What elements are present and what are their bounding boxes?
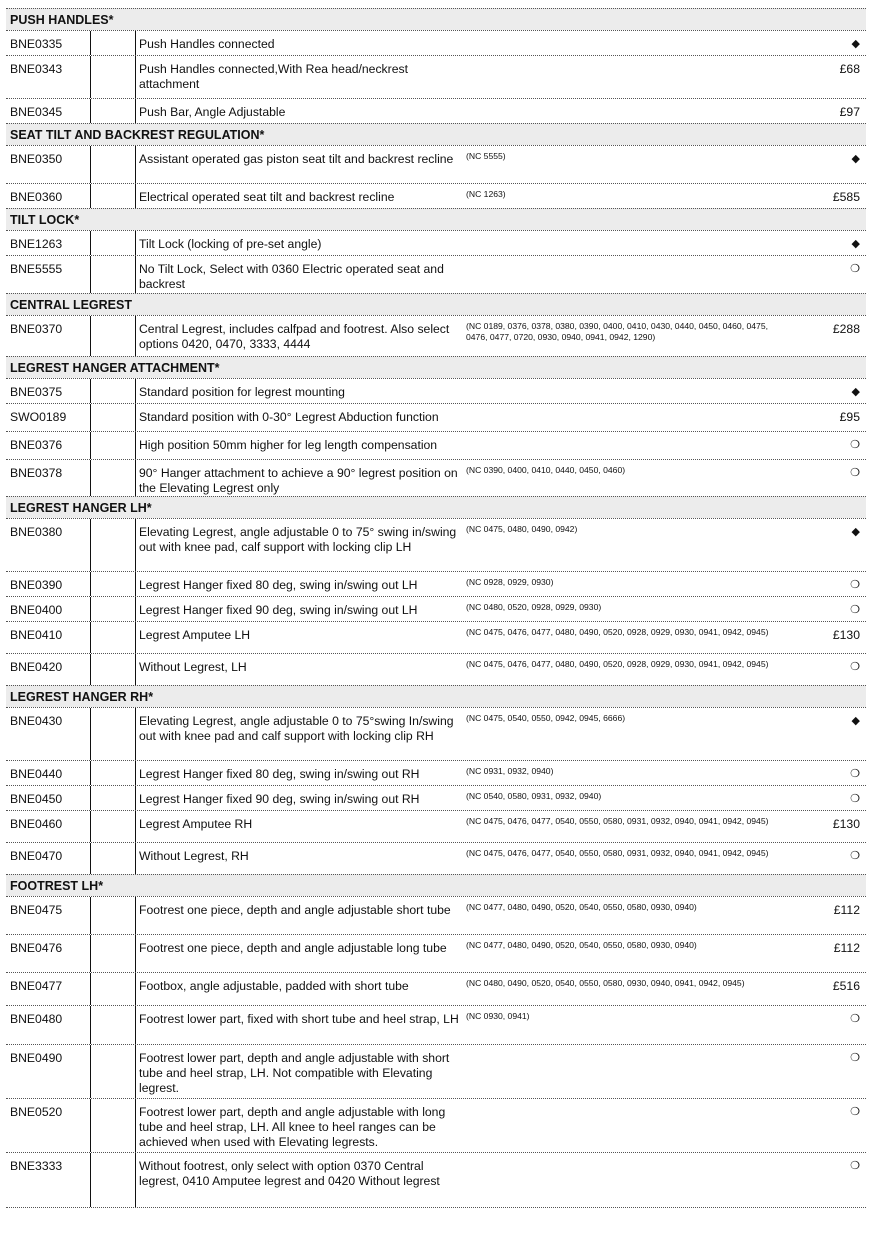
option-code: BNE0490	[10, 1051, 63, 1065]
option-description: Push Bar, Angle Adjustable	[139, 105, 286, 119]
option-row	[6, 785, 866, 810]
option-code: BNE0390	[10, 578, 63, 592]
section-header: PUSH HANDLES*	[6, 8, 866, 30]
option-code: BNE0345	[10, 105, 63, 119]
option-code: BNE0370	[10, 322, 63, 336]
option-checkbox[interactable]	[90, 761, 136, 785]
option-code: BNE0378	[10, 466, 63, 480]
section-header: SEAT TILT AND BACKREST REGULATION*	[6, 123, 866, 145]
option-price: £95	[839, 410, 860, 424]
option-checkbox[interactable]	[90, 1099, 136, 1152]
option-row	[6, 1152, 866, 1208]
option-code: BNE0470	[10, 849, 63, 863]
option-checkbox[interactable]	[90, 316, 136, 356]
option-checkbox[interactable]	[90, 811, 136, 842]
option-price: £585	[832, 190, 860, 204]
option-code: BNE0520	[10, 1105, 63, 1119]
option-checkbox[interactable]	[90, 146, 136, 183]
section-header: FOOTREST LH*	[6, 874, 866, 896]
option-row	[6, 621, 866, 653]
option-checkbox[interactable]	[90, 56, 136, 98]
option-price: ❍	[850, 579, 860, 591]
option-checkbox[interactable]	[90, 572, 136, 596]
option-row	[6, 315, 866, 356]
option-checkbox[interactable]	[90, 460, 136, 496]
option-row	[6, 30, 866, 55]
option-row	[6, 230, 866, 255]
option-row	[6, 653, 866, 685]
option-checkbox[interactable]	[90, 379, 136, 403]
not-compatible-note: (NC 0480, 0490, 0520, 0540, 0550, 0580, 0930, 0940, 0941, 0942, 0945)	[466, 978, 745, 988]
option-code: BNE1263	[10, 237, 63, 251]
not-compatible-note: (NC 5555)	[466, 151, 506, 161]
option-checkbox[interactable]	[90, 843, 136, 874]
option-description: Legrest Amputee RH	[139, 817, 253, 831]
not-compatible-note: (NC 0540, 0580, 0931, 0932, 0940)	[466, 791, 602, 801]
not-compatible-note: (NC 0475, 0476, 0477, 0540, 0550, 0580, 0931, 0932, 0940, 0941, 0942, 0945)	[466, 848, 769, 858]
option-description: Legrest Hanger fixed 90 deg, swing in/swing out RH	[139, 792, 420, 806]
option-price: ◆	[851, 386, 860, 398]
option-price: £68	[839, 62, 860, 76]
not-compatible-note: (NC 0928, 0929, 0930)	[466, 577, 554, 587]
option-code: BNE0376	[10, 438, 63, 452]
not-compatible-note: (NC 0189, 0376, 0378, 0380, 0390, 0400, 0410, 0430, 0440, 0450, 0460, 0475, 0476, 0477, 0720, 0930, 0940, 0941, 0942, 1290)	[466, 321, 768, 342]
option-price: £130	[832, 628, 860, 642]
option-description: Push Handles connected	[139, 37, 275, 51]
option-description: Footrest lower part, fixed with short tube and heel strap, LH	[139, 1012, 459, 1026]
option-row	[6, 934, 866, 972]
option-code: BNE0360	[10, 190, 63, 204]
price-list-sheet	[6, 8, 866, 1208]
option-price: ❍	[850, 467, 860, 479]
option-description: Footbox, angle adjustable, padded with short tube	[139, 979, 409, 993]
option-checkbox[interactable]	[90, 622, 136, 653]
option-description: Without footrest, only select with option 0370 Central legrest, 0410 Amputee legrest and 0420 Without legrest	[139, 1159, 440, 1188]
option-row	[6, 183, 866, 208]
option-price: ❍	[850, 439, 860, 451]
option-description: Without Legrest, LH	[139, 660, 247, 674]
option-code: BNE0440	[10, 767, 63, 781]
option-price: ❍	[850, 1052, 860, 1064]
option-code: SWO0189	[10, 410, 67, 424]
option-checkbox[interactable]	[90, 1045, 136, 1098]
option-price: ◆	[851, 153, 860, 165]
not-compatible-note: (NC 0930, 0941)	[466, 1011, 530, 1021]
not-compatible-note: (NC 0475, 0476, 0477, 0540, 0550, 0580, 0931, 0932, 0940, 0941, 0942, 0945)	[466, 816, 769, 826]
option-description: Assistant operated gas piston seat tilt and backrest recline	[139, 152, 454, 166]
option-description: Legrest Hanger fixed 80 deg, swing in/swing out LH	[139, 578, 418, 592]
section-header: LEGREST HANGER ATTACHMENT*	[6, 356, 866, 378]
option-price: ◆	[851, 715, 860, 727]
option-checkbox[interactable]	[90, 99, 136, 123]
option-price: ❍	[850, 1160, 860, 1172]
option-code: BNE0335	[10, 37, 63, 51]
not-compatible-note: (NC 0390, 0400, 0410, 0440, 0450, 0460)	[466, 465, 626, 475]
option-price: ❍	[850, 263, 860, 275]
not-compatible-note: (NC 1263)	[466, 189, 506, 199]
option-price: ◆	[851, 38, 860, 50]
option-code: BNE0410	[10, 628, 63, 642]
option-code: BNE0343	[10, 62, 63, 76]
option-description: Standard position with 0-30° Legrest Abduction function	[139, 410, 439, 424]
option-row	[6, 842, 866, 874]
option-row	[6, 1005, 866, 1044]
option-description: Elevating Legrest, angle adjustable 0 to 75°swing In/swing out with knee pad and calf support with locking clip RH	[139, 714, 454, 743]
option-checkbox[interactable]	[90, 184, 136, 208]
option-price: ❍	[850, 1013, 860, 1025]
option-price: £97	[839, 105, 860, 119]
option-price: £130	[832, 817, 860, 831]
section-header: TILT LOCK*	[6, 208, 866, 230]
option-row	[6, 145, 866, 183]
not-compatible-note: (NC 0475, 0480, 0490, 0942)	[466, 524, 578, 534]
not-compatible-note: (NC 0475, 0476, 0477, 0480, 0490, 0520, 0928, 0929, 0930, 0941, 0942, 0945)	[466, 659, 769, 669]
option-description: Footrest one piece, depth and angle adjustable short tube	[139, 903, 451, 917]
option-description: Central Legrest, includes calfpad and footrest. Also select options 0420, 0470, 3333, 4444	[139, 322, 450, 351]
option-description: High position 50mm higher for leg length compensation	[139, 438, 438, 452]
option-code: BNE0420	[10, 660, 63, 674]
option-checkbox[interactable]	[90, 256, 136, 293]
option-checkbox[interactable]	[90, 519, 136, 571]
option-code: BNE0350	[10, 152, 63, 166]
option-row	[6, 459, 866, 496]
option-row	[6, 760, 866, 785]
option-price: ◆	[851, 238, 860, 250]
option-code: BNE0475	[10, 903, 63, 917]
option-price: ❍	[850, 604, 860, 616]
option-row	[6, 431, 866, 459]
option-code: BNE0400	[10, 603, 63, 617]
option-price: ❍	[850, 850, 860, 862]
option-price: £112	[833, 903, 860, 917]
option-code: BNE5555	[10, 262, 63, 276]
option-checkbox[interactable]	[90, 708, 136, 760]
not-compatible-note: (NC 0475, 0540, 0550, 0942, 0945, 6666)	[466, 713, 626, 723]
option-price: ❍	[850, 768, 860, 780]
option-description: Legrest Hanger fixed 90 deg, swing in/swing out LH	[139, 603, 418, 617]
option-description: No Tilt Lock, Select with 0360 Electric operated seat and backrest	[139, 262, 444, 291]
option-row	[6, 596, 866, 621]
option-row	[6, 707, 866, 760]
option-description: Push Handles connected,With Rea head/neckrest attachment	[139, 62, 408, 91]
option-code: BNE0480	[10, 1012, 63, 1026]
option-checkbox[interactable]	[90, 654, 136, 685]
option-description: Tilt Lock (locking of pre-set angle)	[139, 237, 322, 251]
option-row	[6, 403, 866, 431]
option-price: £288	[832, 322, 860, 336]
option-checkbox[interactable]	[90, 1006, 136, 1044]
option-row	[6, 255, 866, 293]
option-code: BNE0476	[10, 941, 63, 955]
option-description: Without Legrest, RH	[139, 849, 249, 863]
option-checkbox[interactable]	[90, 231, 136, 255]
option-description: Standard position for legrest mounting	[139, 385, 345, 399]
option-code: BNE0430	[10, 714, 63, 728]
option-checkbox[interactable]	[90, 1153, 136, 1207]
option-price: £112	[833, 941, 860, 955]
not-compatible-note: (NC 0475, 0476, 0477, 0480, 0490, 0520, 0928, 0929, 0930, 0941, 0942, 0945)	[466, 627, 769, 637]
not-compatible-note: (NC 0931, 0932, 0940)	[466, 766, 554, 776]
not-compatible-note: (NC 0477, 0480, 0490, 0520, 0540, 0550, 0580, 0930, 0940)	[466, 902, 697, 912]
section-header: LEGREST HANGER LH*	[6, 496, 866, 518]
option-code: BNE3333	[10, 1159, 63, 1173]
option-code: BNE0460	[10, 817, 63, 831]
option-price: £516	[832, 979, 860, 993]
option-row	[6, 55, 866, 98]
option-checkbox[interactable]	[90, 935, 136, 972]
option-row	[6, 1044, 866, 1098]
section-header: CENTRAL LEGREST	[6, 293, 866, 315]
option-code: BNE0477	[10, 979, 63, 993]
option-checkbox[interactable]	[90, 31, 136, 55]
option-row	[6, 378, 866, 403]
option-code: BNE0380	[10, 525, 63, 539]
option-description: Elevating Legrest, angle adjustable 0 to 75° swing in/swing out with knee pad, calf support with locking clip LH	[139, 525, 457, 554]
option-description: Electrical operated seat tilt and backrest recline	[139, 190, 395, 204]
option-row	[6, 98, 866, 123]
option-code: BNE0375	[10, 385, 63, 399]
option-price: ❍	[850, 661, 860, 673]
option-price: ◆	[851, 526, 860, 538]
option-checkbox[interactable]	[90, 404, 136, 431]
option-description: 90° Hanger attachment to achieve a 90° legrest position on the Elevating Legrest only	[139, 466, 458, 495]
option-description: Footrest lower part, depth and angle adjustable with long tube and heel strap, LH. All knee to heel ranges can be achieved when used with Elevating legrests.	[139, 1105, 446, 1149]
option-row	[6, 972, 866, 1005]
not-compatible-note: (NC 0477, 0480, 0490, 0520, 0540, 0550, 0580, 0930, 0940)	[466, 940, 697, 950]
option-checkbox[interactable]	[90, 597, 136, 621]
option-row	[6, 810, 866, 842]
option-code: BNE0450	[10, 792, 63, 806]
option-price: ❍	[850, 1106, 860, 1118]
option-checkbox[interactable]	[90, 897, 136, 934]
option-row	[6, 518, 866, 571]
option-description: Footrest lower part, depth and angle adjustable with short tube and heel strap, LH. Not compatible with Elevating legrest.	[139, 1051, 450, 1095]
option-price: ❍	[850, 793, 860, 805]
option-checkbox[interactable]	[90, 432, 136, 459]
option-checkbox[interactable]	[90, 973, 136, 1005]
not-compatible-note: (NC 0480, 0520, 0928, 0929, 0930)	[466, 602, 602, 612]
option-description: Legrest Amputee LH	[139, 628, 251, 642]
option-checkbox[interactable]	[90, 786, 136, 810]
section-header: LEGREST HANGER RH*	[6, 685, 866, 707]
option-row	[6, 571, 866, 596]
option-row	[6, 1098, 866, 1152]
option-description: Footrest one piece, depth and angle adjustable long tube	[139, 941, 447, 955]
option-description: Legrest Hanger fixed 80 deg, swing in/swing out RH	[139, 767, 420, 781]
option-row	[6, 896, 866, 934]
